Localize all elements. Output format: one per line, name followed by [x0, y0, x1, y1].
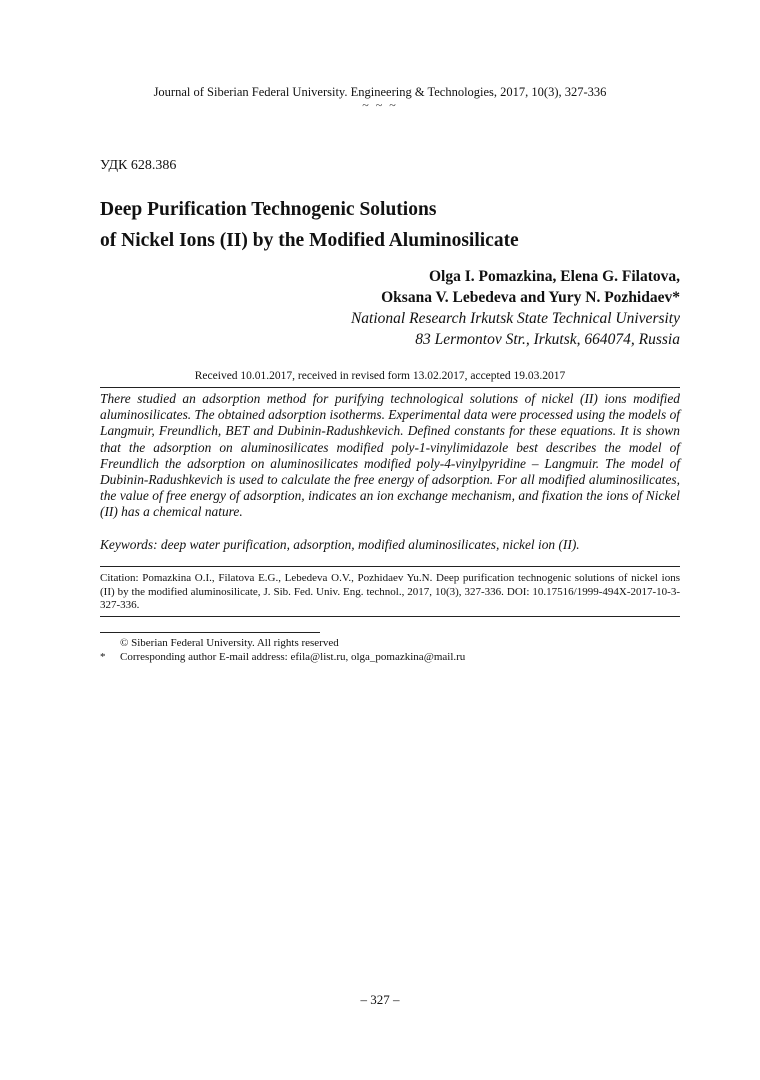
- footnote-rule: [100, 632, 320, 633]
- copyright-text: © Siberian Federal University. All rights reserved: [120, 637, 339, 649]
- footnote-corresponding: [100, 650, 465, 664]
- citation-top-rule: [100, 566, 680, 567]
- affiliation-line-1: National Research Irkutsk State Technical University: [350, 310, 680, 327]
- title-line-2: of Nickel Ions (II) by the Modified Aluminosilicate: [100, 230, 519, 251]
- affiliation-line-2: 83 Lermontov Str., Irkutsk, 664074, Russia: [415, 331, 680, 348]
- affiliation: [351, 308, 680, 350]
- corresponding-text: Corresponding author E-mail address: efila@list.ru, olga_pomazkina@mail.ru: [120, 651, 466, 663]
- authors-line-2: Oksana V. Lebedeva and Yury N. Pozhidaev*: [381, 289, 680, 306]
- keywords: Keywords: deep water purification, adsorption, modified aluminosilicates, nickel ion (II).: [100, 537, 580, 552]
- header-separator: ~ ~ ~: [362, 98, 398, 112]
- abstract-top-rule: [100, 387, 680, 388]
- udk-code: УДК 628.386: [100, 158, 177, 173]
- paper-title: [100, 194, 680, 256]
- citation-bottom-rule: [100, 616, 680, 617]
- journal-header: Journal of Siberian Federal University. Engineering & Technologies, 2017, 10(3), 327-336: [153, 85, 607, 99]
- received-dates: Received 10.01.2017, received in revised form 13.02.2017, accepted 19.03.2017: [194, 370, 566, 382]
- title-line-1: Deep Purification Technogenic Solutions: [100, 199, 437, 220]
- asterisk-mark: *: [100, 651, 106, 663]
- authors-line-1: Olga I. Pomazkina, Elena G. Filatova,: [428, 268, 680, 285]
- footnote-copyright: [100, 636, 339, 650]
- page-number: – 327 –: [360, 992, 400, 1007]
- author-list: [381, 266, 680, 308]
- citation-text: Citation: Pomazkina O.I., Filatova E.G., Lebedeva O.V., Pozhidaev Yu.N. Deep purification technogenic solutions of nickel ions (II) by the modified aluminosilicate, J. Sib. Fed. Univ. Eng. technol., 2017, 10(3), 327-336. DOI: 10.17516/1999-494X-2017-10-3-327-336.: [100, 572, 680, 611]
- abstract-text: There studied an adsorption method for purifying technological solutions of nickel (II) ions modified aluminosilicates. The obtained adsorption isotherms. Experimental data were processed using the models of Langmuir, Freundlich, BET and Dubinin-Radushkevich. Defined constants for these equations. It is shown that the adsorption on aluminosilicates modified poly-1-vinylimidazole best describes the model of Freundlich the adsorption on aluminosilicates modified poly-4-vinylpyridine – Langmuir. The model of Dubinin-Radushkevich is used to calculate the free energy of adsorption. For all modified aluminosilicates, the value of free energy of adsorption, indicates an ion exchange mechanism, and fixation the ions of Nickel (II) has a chemical nature.: [100, 391, 680, 520]
